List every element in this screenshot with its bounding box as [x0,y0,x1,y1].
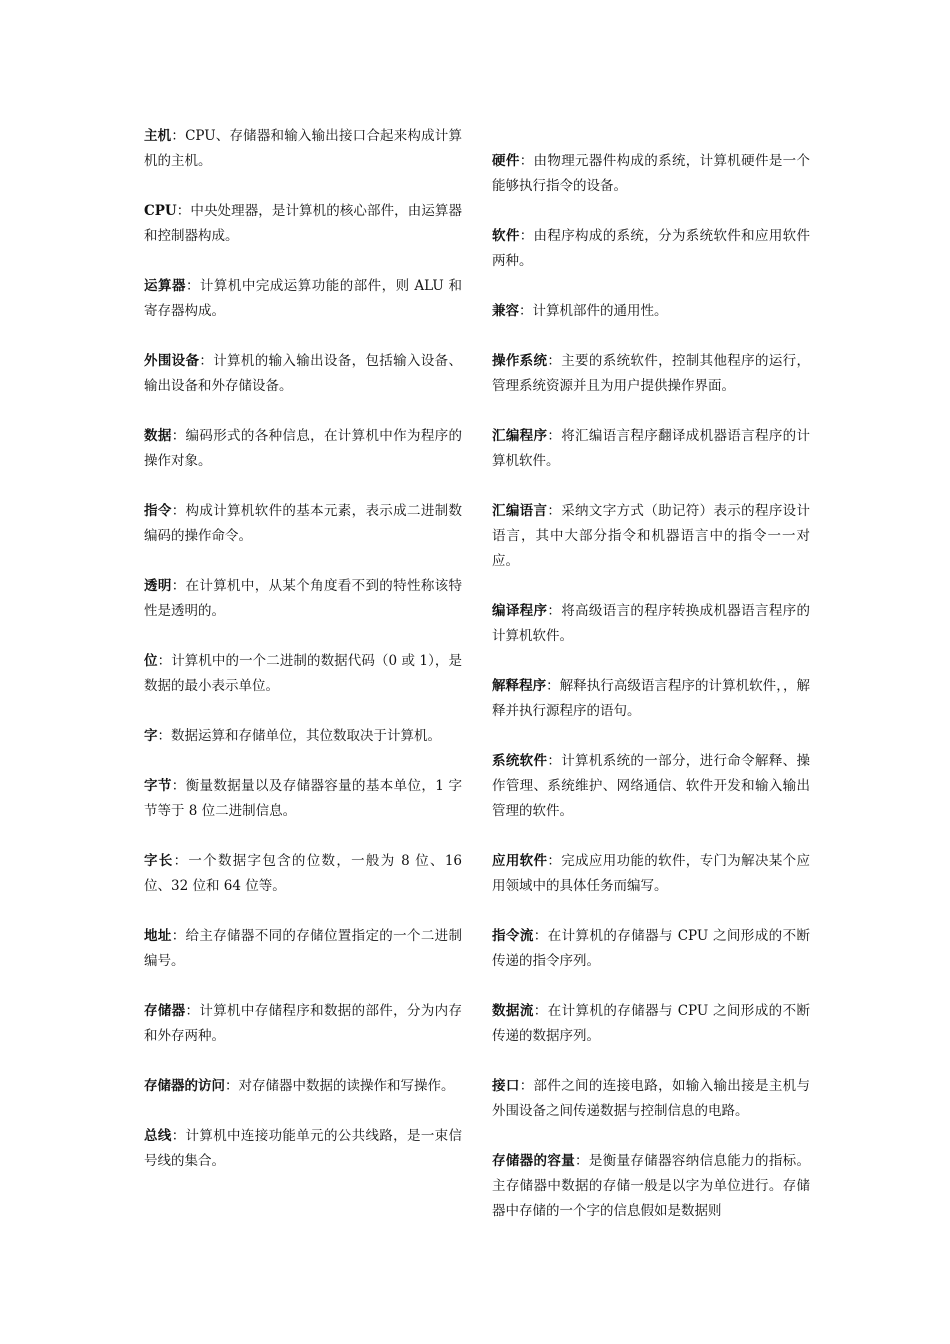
glossary-entry [492,1074,810,1124]
glossary-entry [144,274,462,324]
entry-separator: ： [546,678,560,694]
glossary-entry [492,149,810,199]
entry-term: 兼容 [492,303,519,319]
entry-definition: 完成应用功能的软件，专门为解决某个应用领域中的具体任务而编写。 [492,853,811,894]
entry-term: 地址 [144,928,172,944]
entry-separator: ： [547,853,562,869]
entry-term: 软件 [492,228,520,244]
entry-term: 存储器的访问 [144,1078,225,1094]
entry-separator: ： [225,1078,239,1094]
entry-separator: ： [519,228,534,244]
glossary-entry [144,1124,462,1174]
entry-term: 主机 [144,128,172,144]
entry-term: 操作系统 [492,353,548,369]
entry-term: 总线 [144,1128,172,1144]
entry-separator: ： [185,1003,200,1019]
entry-definition: 中央处理器，是计算机的核心部件，由运算器和控制器构成。 [144,203,463,244]
entry-term: 数据流 [492,1003,534,1019]
entry-definition: 在计算机中，从某个角度看不到的特性称该特性是透明的。 [144,578,463,619]
entry-definition: 计算机中完成运算功能的部件，则 ALU 和寄存器构成。 [144,278,463,319]
entry-term: 编译程序 [492,603,548,619]
glossary-entry [144,924,462,974]
entry-definition: 由程序构成的系统，分为系统软件和应用软件两种。 [492,228,811,269]
entry-definition: 解释执行高级语言程序的计算机软件，，解释并执行源程序的语句。 [492,678,811,719]
glossary-entry [492,849,810,899]
entry-separator: ： [519,303,533,319]
glossary-entry [144,849,462,899]
entry-separator: ： [575,1153,589,1169]
glossary-entry [492,349,810,399]
entry-definition: 计算机的输入输出设备，包括输入设备、输出设备和外存储设备。 [144,353,463,394]
entry-definition: CPU、存储器和输入输出接口合起来构成计算机的主机。 [144,128,462,169]
entry-separator: ： [185,278,200,294]
entry-definition: 对存储器中数据的读操作和写操作。 [238,1078,455,1094]
glossary-entry [492,1149,810,1224]
right-column [492,149,810,1249]
entry-separator: ： [171,778,186,794]
glossary-entry [144,424,462,474]
entry-definition: 衡量数据量以及存储器容量的基本单位，1 字节等于 8 位二进制信息。 [144,778,463,819]
glossary-entry [144,1074,462,1099]
entry-term: 指令 [144,503,172,519]
entry-term: 数据 [144,428,172,444]
glossary-entry [144,574,462,624]
entry-definition: 主要的系统软件，控制其他程序的运行，管理系统资源并且为用户提供操作界面。 [492,353,811,394]
glossary-entry [144,724,462,749]
glossary-entry [492,674,810,724]
entry-term: 系统软件 [492,753,548,769]
glossary-entry [144,199,462,249]
entry-separator: ： [173,853,189,869]
entry-definition: 给主存储器不同的存储位置指定的一个二进制编号。 [144,928,463,969]
entry-separator: ： [547,353,562,369]
glossary-entry [492,499,810,574]
entry-separator: ： [171,428,186,444]
entry-separator: ： [171,578,186,594]
entry-separator: ： [171,503,186,519]
entry-separator: ： [199,353,214,369]
entry-definition: 计算机系统的一部分，进行命令解释、操作管理、系统维护、网络通信、软件开发和输入输出管理的软件。 [492,753,811,819]
entry-term: 外围设备 [144,353,200,369]
entry-separator: ： [171,128,186,144]
entry-term: 字节 [144,778,172,794]
entry-separator: ： [547,603,562,619]
entry-term: 透明 [144,578,172,594]
entry-term: 汇编语言 [492,503,548,519]
entry-definition: 将高级语言的程序转换成机器语言程序的计算机软件。 [492,603,811,644]
entry-definition: 计算机中的一个二进制的数据代码（0 或 1），是数据的最小表示单位。 [144,653,463,694]
glossary-entry [492,599,810,649]
entry-separator: ： [157,653,172,669]
left-column [144,124,462,1199]
entry-separator: ： [547,428,562,444]
entry-term: 汇编程序 [492,428,548,444]
entry-separator: ： [171,928,186,944]
entry-definition: 将汇编语言程序翻译成机器语言程序的计算机软件。 [492,428,811,469]
entry-term: 字 [144,728,158,744]
glossary-entry [144,774,462,824]
glossary-entry [144,649,462,699]
entry-definition: 计算机部件的通用性。 [532,303,668,319]
entry-definition: 一个数据字包含的位数，一般为 8 位、16 位、32 位和 64 位等。 [144,853,463,894]
entry-separator: ： [519,153,534,169]
entry-term: 存储器的容量 [492,1153,576,1169]
entry-separator: ： [533,1003,548,1019]
entry-term: 字长 [144,853,174,869]
glossary-entry [492,924,810,974]
entry-term: 存储器 [144,1003,186,1019]
entry-term: CPU [144,203,177,219]
glossary-entry [492,224,810,274]
entry-definition: 是衡量存储器容纳信息能力的指标。主存储器中数据的存储一般是以字为单位进行。存储器中存储的一个字的信息假如是数据则 [492,1153,811,1219]
entry-term: 指令流 [492,928,534,944]
entry-definition: 由物理元器件构成的系统，计算机硬件是一个能够执行指令的设备。 [492,153,811,194]
glossary-entry [144,499,462,549]
glossary-entry [492,999,810,1049]
entry-definition: 构成计算机软件的基本元素，表示成二进制数编码的操作命令。 [144,503,463,544]
entry-term: 解释程序 [492,678,547,694]
entry-definition: 编码形式的各种信息，在计算机中作为程序的操作对象。 [144,428,463,469]
entry-definition: 计算机中连接功能单元的公共线路，是一束信号线的集合。 [144,1128,463,1169]
entry-separator: ： [547,753,562,769]
entry-term: 运算器 [144,278,186,294]
glossary-entry [144,999,462,1049]
glossary-entry [144,349,462,399]
entry-term: 硬件 [492,153,520,169]
glossary-entry [492,749,810,824]
entry-separator: ： [176,203,191,219]
entry-term: 接口 [492,1078,520,1094]
entry-definition: 数据运算和存储单位，其位数取决于计算机。 [171,728,441,744]
entry-definition: 在计算机的存储器与 CPU 之间形成的不断传递的数据序列。 [492,1003,810,1044]
entry-term: 位 [144,653,158,669]
entry-separator: ： [171,1128,186,1144]
entry-definition: 计算机中存储程序和数据的部件，分为内存和外存两种。 [144,1003,463,1044]
entry-separator: ： [533,928,548,944]
glossary-entry [492,299,810,324]
entry-definition: 在计算机的存储器与 CPU 之间形成的不断传递的指令序列。 [492,928,810,969]
entry-definition: 部件之间的连接电路，如输入输出接是主机与外围设备之间传递数据与控制信息的电路。 [492,1078,811,1119]
entry-separator: ： [157,728,171,744]
glossary-entry [144,124,462,174]
entry-separator: ： [547,503,562,519]
entry-term: 应用软件 [492,853,548,869]
glossary-entry [492,424,810,474]
entry-definition: 采纳文字方式（助记符）表示的程序设计语言，其中大部分指令和机器语言中的指令一一对应。 [492,503,811,569]
entry-separator: ： [519,1078,534,1094]
